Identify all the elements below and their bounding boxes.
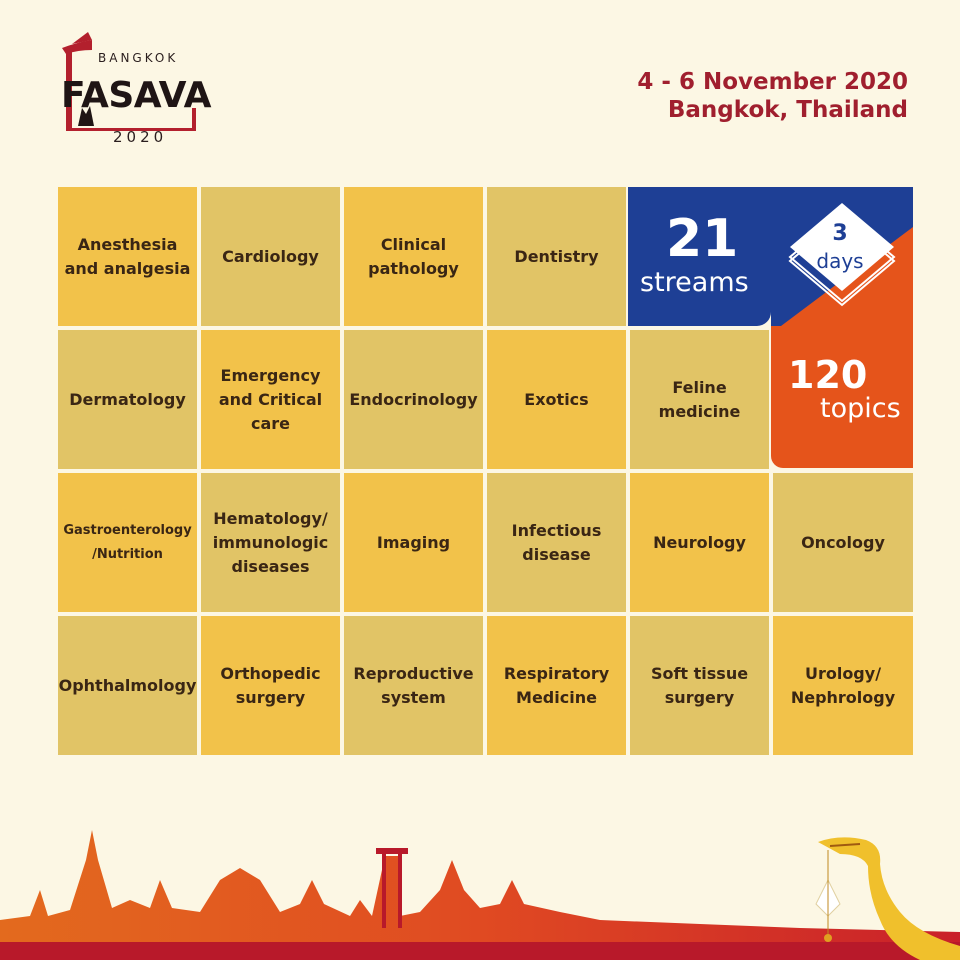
topic-hematology: Hematology/ immunologic diseases	[201, 473, 340, 612]
topic-ophthalmology: Ophthalmology	[58, 616, 197, 755]
topic-clinical-pathology: Clinical pathology	[344, 187, 483, 326]
topic-imaging: Imaging	[344, 473, 483, 612]
topic-orthopedic: Orthopedic surgery	[201, 616, 340, 755]
days-count: 3	[832, 221, 848, 246]
topic-dentistry: Dentistry	[487, 187, 626, 326]
topic-grid	[58, 187, 913, 754]
fasava-logo	[58, 28, 211, 146]
topic-infectious: Infectious disease	[487, 473, 626, 612]
days-label: days	[816, 249, 864, 273]
streams-label: streams	[640, 267, 749, 298]
topic-exotics: Exotics	[487, 330, 626, 469]
topic-respiratory: Respiratory Medicine	[487, 616, 626, 755]
topic-dermatology: Dermatology	[58, 330, 197, 469]
topic-cardiology: Cardiology	[201, 187, 340, 326]
topic-urology: Urology/ Nephrology	[773, 616, 913, 755]
logo-brand: FASAVA	[61, 75, 211, 116]
topic-gastro: Gastroenterology /Nutrition	[58, 473, 197, 612]
logo-year: 2020	[113, 128, 168, 146]
topics-count: 120	[788, 353, 868, 397]
topic-anesthesia: Anesthesia and analgesia	[58, 187, 197, 326]
topic-neurology: Neurology	[630, 473, 769, 612]
event-info	[637, 68, 908, 124]
topic-endocrinology: Endocrinology	[344, 330, 483, 469]
event-dates: 4 - 6 November 2020	[637, 69, 908, 95]
event-location: Bangkok, Thailand	[667, 97, 908, 123]
topic-oncology: Oncology	[773, 473, 913, 612]
streams-count: 21	[666, 209, 739, 269]
topic-soft-tissue: Soft tissue surgery	[630, 616, 769, 755]
logo-city: BANGKOK	[98, 51, 179, 65]
topic-reproductive: Reproductive system	[344, 616, 483, 755]
topic-emergency: Emergency and Critical care	[201, 330, 340, 469]
topic-feline: Feline medicine	[630, 330, 769, 469]
topics-label: topics	[820, 393, 901, 424]
royal-barge-icon	[810, 820, 960, 960]
